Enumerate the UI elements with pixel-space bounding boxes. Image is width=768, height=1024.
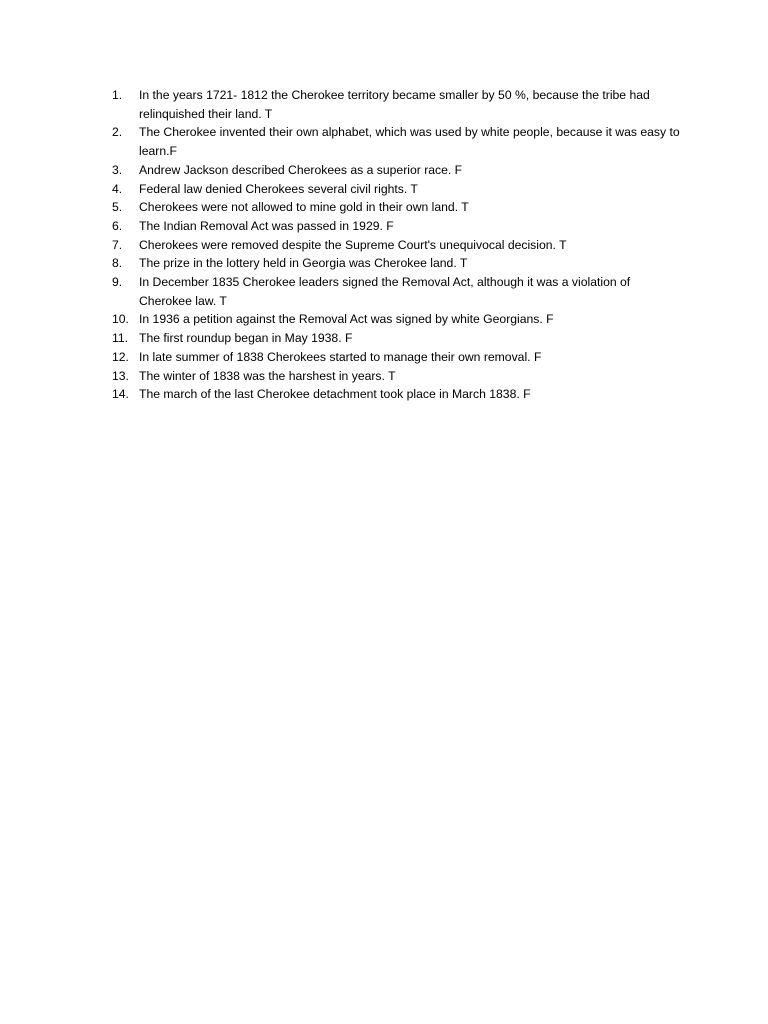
list-item [112,86,682,123]
item-number: 3. [112,162,123,177]
list-item [112,180,682,199]
item-number: 2. [112,125,123,140]
statement-list [112,86,682,404]
item-number: 10. [112,312,129,327]
item-text: The Indian Removal Act was passed in 1929. F [139,218,394,233]
item-text: Federal law denied Cherokees several civil rights. T [139,181,418,196]
item-number: 12. [112,349,129,364]
item-number: 11. [112,331,129,346]
item-text: In the years 1721- 1812 the Cherokee territory became smaller by 50 %, because the tribe had relinquished their land. T [139,88,650,121]
item-number: 4. [112,181,123,196]
list-item [112,161,682,180]
item-text: Cherokees were not allowed to mine gold in their own land. T [139,200,469,215]
list-item [112,385,682,404]
item-text: The march of the last Cherokee detachment took place in March 1838. F [139,387,531,402]
list-item [112,236,682,255]
item-number: 8. [112,256,123,271]
list-item [112,310,682,329]
item-number: 1. [112,88,123,102]
item-number: 5. [112,200,123,215]
list-item [112,198,682,217]
item-text: The winter of 1838 was the harshest in years. T [139,368,396,383]
item-text: Cherokees were removed despite the Supreme Court's unequivocal decision. T [139,237,567,252]
item-text: In December 1835 Cherokee leaders signed the Removal Act, although it was a violation of Cherokee law. T [139,275,631,308]
item-number: 7. [112,237,123,252]
list-item [112,254,682,273]
item-number: 13. [112,368,129,383]
item-text: The prize in the lottery held in Georgia was Cherokee land. T [139,256,468,271]
item-text: The first roundup began in May 1938. F [139,331,353,346]
item-text: In 1936 a petition against the Removal Act was signed by white Georgians. F [139,312,554,327]
list-item [112,217,682,236]
list-item [112,123,682,160]
list-item [112,367,682,386]
item-text: The Cherokee invented their own alphabet, which was used by white people, because it was easy to learn.F [139,125,680,159]
item-number: 6. [112,218,123,233]
list-item [112,348,682,367]
item-text: In late summer of 1838 Cherokees started to manage their own removal. F [139,349,542,364]
item-number: 9. [112,275,123,290]
list-item [112,273,682,310]
list-item [112,329,682,348]
item-text: Andrew Jackson described Cherokees as a superior race. F [139,162,463,177]
item-number: 14. [112,387,129,402]
